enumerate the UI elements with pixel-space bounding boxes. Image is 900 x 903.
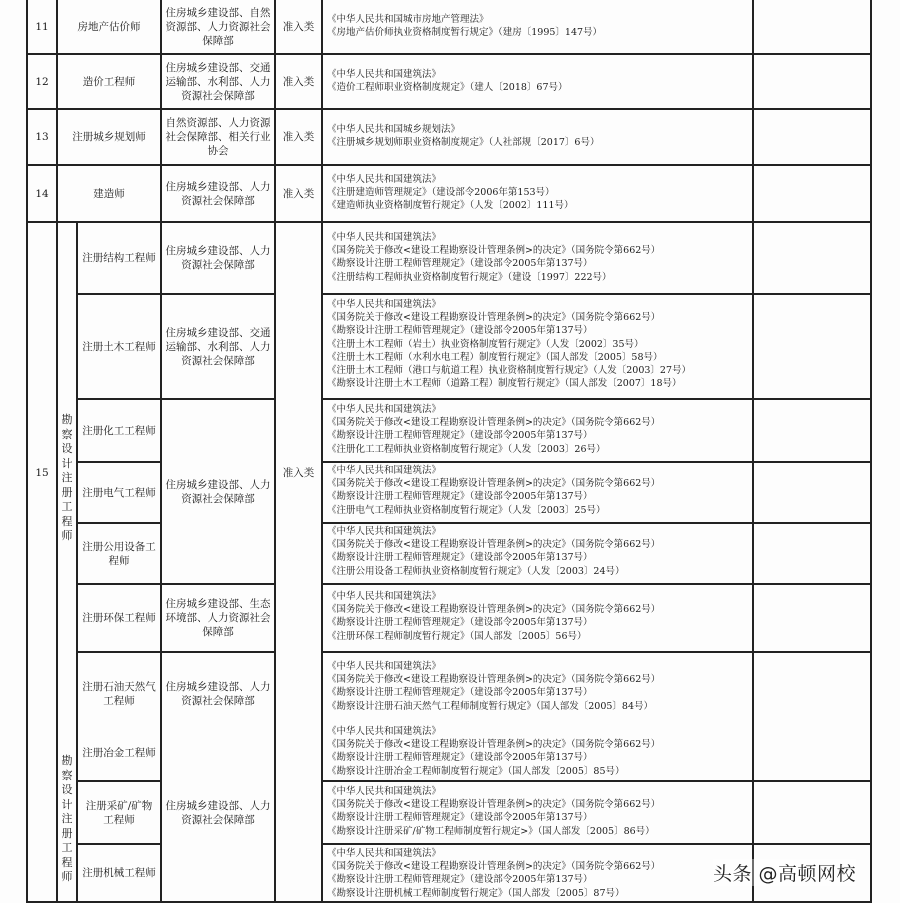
group-label-vertical: 勘察设计注册工程师 bbox=[61, 413, 73, 542]
law-item: 《中华人民共和国建筑法》 bbox=[327, 726, 442, 737]
sub-qualification-name: 注册石油天然气工程师 bbox=[82, 681, 156, 707]
qualification-name: 造价工程师 bbox=[82, 75, 136, 88]
category: 准入类 bbox=[282, 131, 315, 143]
watermark: 头条 @高顿网校 bbox=[713, 859, 856, 886]
law-list bbox=[327, 847, 747, 900]
law-item: 《国务院关于修改<建设工程勘察设计管理条例>的决定》（国务院令第662号） bbox=[327, 417, 661, 429]
category: 准入类 bbox=[282, 20, 315, 33]
law-item: 《中华人民共和国建筑法》 bbox=[327, 591, 442, 602]
department-merged: 住房城乡建设部、人力资源社会保障部 bbox=[165, 800, 271, 826]
row-number: 11 bbox=[35, 20, 49, 33]
law-item: 《勘察设计注册工程师管理规定》（建设部令2005年第137号） bbox=[327, 258, 593, 270]
law-list bbox=[327, 231, 747, 284]
law-item: 《注册城乡规划师职业资格制度规定》（人社部规〔2017〕6号） bbox=[327, 137, 600, 149]
sub-qualification-name: 注册结构工程师 bbox=[82, 252, 156, 264]
sub-qualification-name: 注册冶金工程师 bbox=[82, 746, 156, 759]
sub-qualification-name: 注册电气工程师 bbox=[82, 486, 156, 499]
law-item: 《造价工程师职业资格制度规定》（建人〔2018〕67号） bbox=[327, 82, 568, 94]
law-item: 《注册土木工程师（岩土）执业资格制度暂行规定》（人发〔2002〕35号） bbox=[327, 338, 644, 350]
category: 准入类 bbox=[282, 75, 315, 88]
department: 住房城乡建设部、人力资源社会保障部 bbox=[165, 681, 271, 707]
law-item: 《勘察设计注册冶金工程师制度暂行规定》（国人部发〔2005〕85号） bbox=[327, 765, 625, 777]
row-number: 13 bbox=[35, 131, 49, 143]
law-item: 《国务院关于修改<建设工程勘察设计管理条例>的决定》（国务院令第662号） bbox=[327, 674, 661, 686]
grid-line bbox=[321, 0, 323, 903]
law-item: 《勘察设计注册采矿/矿物工程师制度暂行规定>》（国人部发〔2005〕86号） bbox=[327, 825, 655, 837]
row-number: 12 bbox=[35, 75, 49, 88]
row-number: 14 bbox=[35, 187, 49, 200]
group-label-vertical: 勘察设计注册工程师 bbox=[61, 754, 73, 883]
law-item: 《国务院关于修改<建设工程勘察设计管理条例>的决定》（国务院令第662号） bbox=[327, 312, 661, 324]
law-item: 《国务院关于修改<建设工程勘察设计管理条例>的决定》（国务院令第662号） bbox=[327, 739, 661, 751]
law-item: 《勘察设计注册机械工程师制度暂行规定》（国人部发〔2005〕87号） bbox=[327, 887, 625, 899]
department: 住房城乡建设部、人力资源社会保障部 bbox=[165, 245, 271, 271]
grid-line bbox=[321, 522, 872, 524]
department: 住房城乡建设部、交通运输部、水利部、人力资源社会保障部 bbox=[165, 326, 271, 367]
grid-line bbox=[321, 780, 872, 782]
law-list bbox=[327, 403, 747, 456]
sub-qualification-name: 注册机械工程师 bbox=[82, 867, 156, 879]
grid-line bbox=[752, 0, 754, 903]
law-item: 《中华人民共和国建筑法》 bbox=[327, 526, 442, 537]
law-list bbox=[327, 298, 747, 390]
category: 准入类 bbox=[282, 467, 315, 479]
law-list bbox=[327, 173, 747, 213]
law-list bbox=[327, 785, 747, 838]
law-item: 《国务院关于修改<建设工程勘察设计管理条例>的决定》（国务院令第662号） bbox=[327, 539, 661, 551]
department: 住房城乡建设部、人力资源社会保障部 bbox=[165, 180, 271, 207]
law-item: 《中华人民共和国城乡规划法》 bbox=[327, 124, 461, 135]
qualification-name: 注册城乡规划师 bbox=[72, 131, 146, 143]
law-item: 《国务院关于修改<建设工程勘察设计管理条例>的决定》（国务院令第662号） bbox=[327, 245, 661, 257]
sub-qualification-name: 注册公用设备工程师 bbox=[82, 540, 156, 567]
law-item: 《勘察设计注册工程师管理规定》（建设部令2005年第137号） bbox=[327, 752, 593, 764]
law-item: 《房地产估价师执业资格制度暂行规定》（建房〔1995〕147号） bbox=[327, 27, 603, 39]
law-item: 《勘察设计注册石油天然气工程师制度暂行规定》（国人部发〔2005〕84号） bbox=[327, 700, 654, 712]
sub-qualification-name: 注册化工工程师 bbox=[82, 424, 156, 437]
law-list bbox=[327, 660, 747, 713]
law-item: 《勘察设计注册工程师管理规定》（建设部令2005年第137号） bbox=[327, 687, 593, 699]
law-item: 《注册环保工程师制度暂行规定》（国人部发〔2005〕56号） bbox=[327, 630, 587, 642]
qualification-name: 房地产估价师 bbox=[77, 20, 141, 33]
sub-qualification-name: 注册土木工程师 bbox=[82, 340, 156, 353]
law-item: 《中华人民共和国建筑法》 bbox=[327, 174, 442, 185]
qualification-name: 建造师 bbox=[93, 187, 125, 200]
law-list bbox=[327, 725, 747, 778]
law-list bbox=[327, 590, 747, 643]
law-list bbox=[327, 68, 747, 94]
law-item: 《勘察设计注册工程师管理规定》（建设部令2005年第137号） bbox=[327, 325, 593, 337]
category: 准入类 bbox=[282, 187, 315, 200]
law-item: 《国务院关于修改<建设工程勘察设计管理条例>的决定》（国务院令第662号） bbox=[327, 799, 661, 811]
law-item: 《勘察设计注册工程师管理规定》（建设部令2005年第137号） bbox=[327, 812, 593, 824]
sub-qualification-name: 注册采矿/矿物工程师 bbox=[85, 799, 153, 826]
department: 住房城乡建设部、生态环境部、人力资源社会保障部 bbox=[165, 598, 271, 638]
law-item: 《中华人民共和国建筑法》 bbox=[327, 786, 442, 797]
law-item: 《勘察设计注册工程师管理规定》（建设部令2005年第137号） bbox=[327, 491, 593, 503]
law-item: 《中华人民共和国建筑法》 bbox=[327, 848, 442, 859]
law-item: 《国务院关于修改<建设工程勘察设计管理条例>的决定》（国务院令第662号） bbox=[327, 861, 661, 873]
grid-line bbox=[321, 583, 872, 585]
department: 自然资源部、人力资源社会保障部、相关行业协会 bbox=[165, 117, 271, 157]
law-item: 《中华人民共和国建筑法》 bbox=[327, 232, 442, 243]
law-item: 《注册建造师管理规定》（建设部令2006年第153号） bbox=[327, 187, 555, 199]
law-item: 《中华人民共和国建筑法》 bbox=[327, 404, 442, 415]
row-number: 15 bbox=[35, 467, 49, 479]
sub-qualification-name: 注册环保工程师 bbox=[82, 612, 156, 624]
law-item: 《勘察设计注册工程师管理规定》（建设部令2005年第137号） bbox=[327, 874, 593, 886]
law-list bbox=[327, 123, 747, 149]
grid-line bbox=[321, 293, 872, 295]
law-item: 《勘察设计注册工程师管理规定》（建设部令2005年第137号） bbox=[327, 552, 593, 564]
law-item: 《建造师执业资格制度暂行规定》（人发〔2002〕111号） bbox=[327, 200, 574, 212]
law-item: 《注册公用设备工程师执业资格制度暂行规定》（人发〔2003〕24号） bbox=[327, 565, 625, 577]
grid-line bbox=[321, 651, 872, 653]
law-list bbox=[327, 13, 747, 39]
grid-line bbox=[321, 843, 872, 845]
law-item: 《中华人民共和国建筑法》 bbox=[327, 661, 442, 672]
law-item: 《中华人民共和国建筑法》 bbox=[327, 69, 442, 80]
law-item: 《中华人民共和国建筑法》 bbox=[327, 465, 442, 476]
law-item: 《勘察设计注册土木工程师（道路工程）制度暂行规定》（国人部发〔2007〕18号） bbox=[327, 378, 682, 390]
grid-line bbox=[870, 0, 872, 903]
grid-line bbox=[321, 461, 872, 463]
law-item: 《注册土木工程师（港口与航道工程）执业资格制度暂行规定》（人发〔2003〕27号） bbox=[327, 365, 692, 377]
department: 住房城乡建设部、交通运输部、水利部、人力资源社会保障部 bbox=[165, 61, 271, 102]
department-merged: 住房城乡建设部、人力资源社会保障部 bbox=[165, 478, 271, 505]
law-item: 《国务院关于修改<建设工程勘察设计管理条例>的决定》（国务院令第662号） bbox=[327, 478, 661, 490]
law-list bbox=[327, 525, 747, 578]
department: 住房城乡建设部、自然资源部、人力资源社会保障部 bbox=[165, 6, 271, 47]
law-item: 《注册土木工程师（水利水电工程）制度暂行规定》（国人部发〔2005〕58号） bbox=[327, 351, 663, 363]
law-item: 《国务院关于修改<建设工程勘察设计管理条例>的决定》（国务院令第662号） bbox=[327, 604, 661, 616]
law-item: 《勘察设计注册工程师管理规定》（建设部令2005年第137号） bbox=[327, 617, 593, 629]
law-list bbox=[327, 464, 747, 517]
law-item: 《中华人民共和国城市房地产管理法》 bbox=[327, 14, 489, 25]
law-item: 《勘察设计注册工程师管理规定》（建设部令2005年第137号） bbox=[327, 430, 593, 442]
grid-line bbox=[321, 398, 872, 400]
law-item: 《中华人民共和国建筑法》 bbox=[327, 299, 442, 310]
law-item: 《注册电气工程师执业资格制度暂行规定》（人发〔2003〕25号） bbox=[327, 504, 606, 516]
law-item: 《注册结构工程师执业资格制度暂行规定》（建设〔1997〕222号） bbox=[327, 271, 612, 283]
law-item: 《注册化工工程师执业资格制度暂行规定》（人发〔2003〕26号） bbox=[327, 443, 606, 455]
